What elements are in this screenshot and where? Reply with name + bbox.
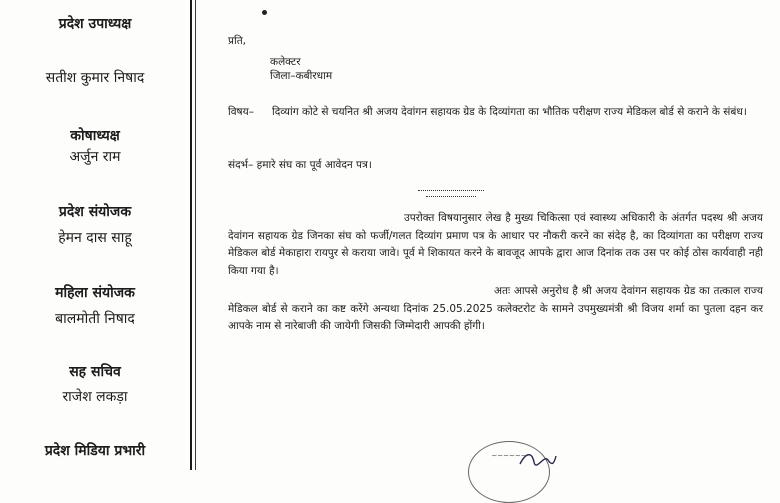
sidebar-name-women-convenor: बालमोती निषाद [55, 311, 135, 327]
paragraph-2: अतः आपसे अनुरोध है श्री अजय देवांगन सहायक ग्रेड का तत्काल राज्य मेडिकल बोर्ड से कराने का कष्ट करेंगे अन्यथा दिनांक 25.05.2025 कलेक्टरोट के सामने उपमुख्यमंत्री श्री विजय शर्मा का पुतला दहन कर आपके नाम से नारेबाजी की जायेगी जिसकी जिम्मेदारी आपकी होंगी। [228, 285, 763, 332]
letter-paragraphs [228, 210, 763, 336]
sidebar-title-convenor: प्रदेश संयोजक [58, 204, 132, 220]
sidebar-title-women-convenor: महिला संयोजक [55, 285, 135, 301]
paragraph-1: उपरोक्त विषयानुसार लेख है मुख्य चिकित्सा एवं स्वास्थ्य अधिकारी के अंतर्गत पदस्थ श्री अजय देवांगन सहायक ग्रेड जिनका संघ को फर्जी/गलत दिव्यांग प्रमाण पत्र के आधार पर नौकरी करने का संदेह है, का दिव्यांगता का परीक्षण राज्य मेडिकल बोर्ड मेकाहारा रायपुर से कराया जावे। पूर्व मे शिकायत करने के बावजूद आपके द्वारा आज दिनांक तक उस पर कोई ठोस कार्यवाही नही किया गया है। [228, 212, 763, 277]
addressee-line1: कलेक्टर [270, 56, 301, 68]
letterhead-sidebar [0, 0, 190, 470]
letter-body [200, 0, 780, 470]
sidebar-name-joint-secretary: राजेश लकड़ा [62, 389, 128, 405]
sidebar-divider [190, 0, 192, 470]
sidebar-name-treasurer: अर्जुन राम [69, 149, 121, 165]
sidebar-title-vice-president: प्रदेश उपाध्यक्ष [58, 16, 132, 32]
subject-block [228, 104, 758, 120]
subject-text: दिव्यांग कोटे से चयनित श्री अजय देवांगन सहायक ग्रेड के दिव्यांगता का भौतिक परीक्षण राज्य मेडिकल बोर्ड से कराने के संबंध। [272, 106, 747, 118]
sidebar-title-treasurer: कोषाध्यक्ष [70, 128, 120, 144]
separator-short [426, 196, 476, 197]
separator [418, 190, 484, 191]
sidebar-title-media-incharge: प्रदेश मिडिया प्रभारी [44, 443, 146, 459]
addressee-line2: जिला–कबीरधाम [270, 70, 333, 82]
addressee-prefix: प्रति, [228, 35, 247, 47]
sidebar-name-vice-president: सतीश कुमार निषाद [45, 70, 145, 86]
reference-line: संदर्भ– हमारे संघ का पूर्व आवेदन पत्र। [228, 159, 372, 171]
signature-mark [518, 448, 558, 473]
subject-label: विषय– [228, 106, 254, 118]
ink-dot [262, 10, 267, 15]
sidebar-title-joint-secretary: सह सचिव [69, 364, 121, 380]
office-stamp: ~~~~~~ [468, 441, 550, 503]
sidebar-divider-thin [195, 0, 196, 470]
sidebar-name-convenor: हेमन दास साहू [58, 230, 132, 246]
